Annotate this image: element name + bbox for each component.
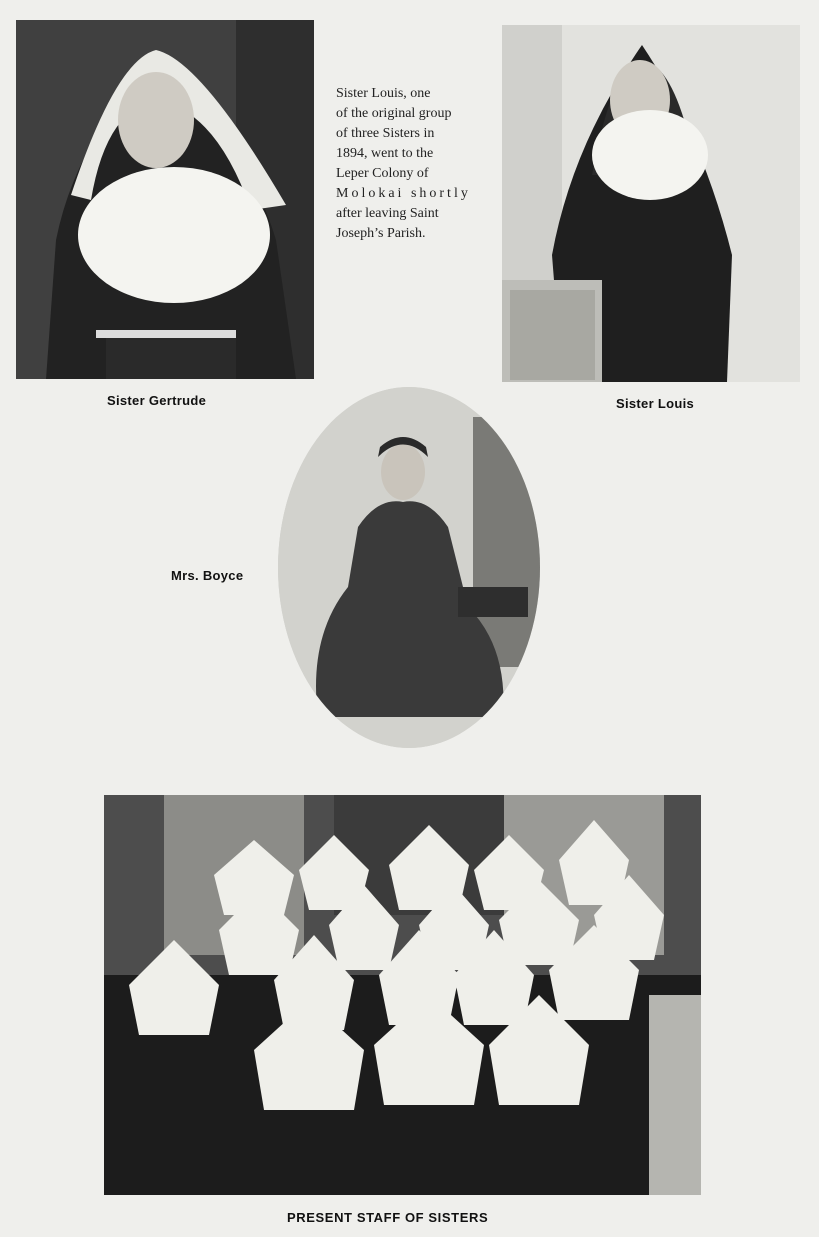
description-line: Joseph’s Parish. — [336, 226, 426, 241]
mrs-boyce-photo — [278, 387, 540, 748]
description-line: of three Sisters in — [336, 126, 435, 141]
sister-gertrude-caption: Sister Gertrude — [107, 393, 207, 408]
description-line: Leper Colony of — [336, 166, 429, 181]
description-line: Molokai shortly — [336, 186, 471, 201]
description-line: 1894, went to the — [336, 146, 434, 161]
sister-gertrude-photo — [16, 20, 314, 379]
description-line: of the original group — [336, 106, 452, 121]
mrs-boyce-caption: Mrs. Boyce — [171, 568, 244, 583]
staff-group-photo — [104, 795, 701, 1195]
sister-louis-photo — [502, 25, 800, 382]
description-line: after leaving Saint — [336, 206, 439, 221]
staff-group-caption: PRESENT STAFF OF SISTERS — [287, 1210, 489, 1225]
sister-louis-caption: Sister Louis — [616, 396, 695, 411]
sister-louis-description — [336, 84, 479, 244]
description-line: Sister Louis, one — [336, 86, 431, 101]
